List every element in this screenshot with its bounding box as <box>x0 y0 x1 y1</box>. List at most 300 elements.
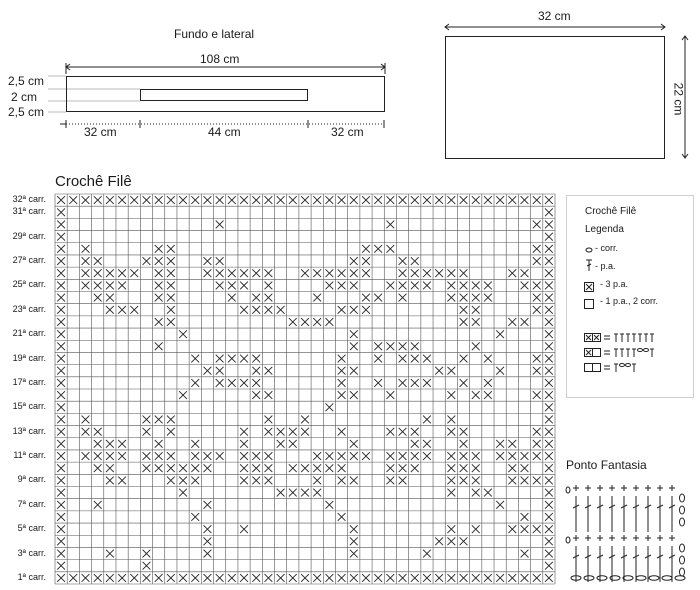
filled-block <box>130 574 138 582</box>
filled-block <box>82 245 90 253</box>
filled-block <box>521 452 529 460</box>
filled-block <box>118 282 126 290</box>
filled-block <box>191 379 199 387</box>
filled-block <box>508 464 516 472</box>
filled-block <box>374 196 382 204</box>
legend-item-corr: - corr. <box>595 243 619 253</box>
filled-block <box>130 269 138 277</box>
filled-block <box>545 196 553 204</box>
filled-block <box>508 196 516 204</box>
filled-block <box>545 403 553 411</box>
row-label: 7ª carr. <box>17 498 46 509</box>
filled-block <box>240 196 248 204</box>
filled-block <box>301 464 309 472</box>
filled-block <box>435 367 443 375</box>
filled-block <box>57 403 65 411</box>
filled-block <box>350 452 358 460</box>
filled-block <box>57 294 65 302</box>
filled-block <box>338 464 346 472</box>
filled-block <box>155 318 163 326</box>
filled-block <box>460 537 468 545</box>
filled-block <box>313 294 321 302</box>
filled-block <box>350 440 358 448</box>
filled-block <box>143 452 151 460</box>
filled-block <box>143 257 151 265</box>
filled-block <box>423 416 431 424</box>
filled-block <box>338 513 346 521</box>
filled-block <box>399 477 407 485</box>
filled-block <box>496 330 504 338</box>
filled-block <box>325 403 333 411</box>
legend-title: Crochê Filê <box>585 206 637 217</box>
filled-block <box>155 269 163 277</box>
filled-block <box>521 269 529 277</box>
filled-block <box>82 269 90 277</box>
filled-block <box>386 342 394 350</box>
filled-block <box>179 464 187 472</box>
filled-block <box>484 489 492 497</box>
filled-block <box>533 257 541 265</box>
filled-block <box>57 269 65 277</box>
filled-block <box>460 196 468 204</box>
filled-block <box>350 367 358 375</box>
filled-block <box>106 550 114 558</box>
filled-block <box>325 318 333 326</box>
fundo-segment-2: 44 cm <box>208 125 241 139</box>
filled-block <box>325 452 333 460</box>
row-label: 29ª carr. <box>12 230 46 241</box>
filled-block <box>472 452 480 460</box>
filled-block <box>143 416 151 424</box>
filled-block <box>301 269 309 277</box>
filled-block <box>155 440 163 448</box>
filled-block <box>386 391 394 399</box>
filled-block <box>545 318 553 326</box>
filled-block <box>155 464 163 472</box>
filled-block <box>508 477 516 485</box>
filled-block <box>204 452 212 460</box>
filled-block <box>496 501 504 509</box>
filled-block <box>179 391 187 399</box>
filled-block <box>325 282 333 290</box>
filled-block <box>106 269 114 277</box>
filled-block <box>545 367 553 375</box>
filled-block <box>94 196 102 204</box>
filled-block <box>313 477 321 485</box>
filled-block <box>447 452 455 460</box>
filled-block <box>130 196 138 204</box>
filled-block <box>167 318 175 326</box>
filled-block <box>447 367 455 375</box>
filled-block <box>204 257 212 265</box>
filled-block <box>94 294 102 302</box>
filled-block <box>265 282 273 290</box>
filled-block <box>301 416 309 424</box>
filled-block <box>386 574 394 582</box>
filled-block <box>118 574 126 582</box>
filled-block <box>167 574 175 582</box>
panel-width-label: 32 cm <box>538 9 571 23</box>
filled-block <box>545 525 553 533</box>
filled-block <box>106 282 114 290</box>
filled-block <box>447 477 455 485</box>
filled-block <box>191 452 199 460</box>
filled-block <box>130 306 138 314</box>
filled-block <box>411 379 419 387</box>
filled-block <box>350 269 358 277</box>
filled-block <box>57 391 65 399</box>
filled-block <box>94 257 102 265</box>
filled-block <box>533 477 541 485</box>
filled-block <box>191 464 199 472</box>
filled-block <box>143 574 151 582</box>
filled-block <box>460 282 468 290</box>
filled-block <box>240 282 248 290</box>
filled-block <box>252 379 260 387</box>
filled-block <box>447 574 455 582</box>
filled-block <box>57 416 65 424</box>
filled-block <box>472 196 480 204</box>
filled-block <box>106 440 114 448</box>
row-label: 13ª carr. <box>12 425 46 436</box>
filled-block <box>57 452 65 460</box>
filled-block <box>399 294 407 302</box>
filled-block <box>313 464 321 472</box>
filled-block <box>508 525 516 533</box>
filled-block <box>289 318 297 326</box>
filled-block <box>167 452 175 460</box>
filled-block <box>57 562 65 570</box>
filled-block <box>447 428 455 436</box>
filled-block <box>472 318 480 326</box>
row-label: 21ª carr. <box>12 328 46 339</box>
filled-block <box>545 379 553 387</box>
filled-block <box>289 464 297 472</box>
filled-block <box>57 489 65 497</box>
filled-block <box>386 196 394 204</box>
filled-block <box>313 196 321 204</box>
row-label: 17ª carr. <box>12 376 46 387</box>
row-label: 32ª carr. <box>12 194 46 205</box>
filled-block <box>106 477 114 485</box>
filled-block <box>533 221 541 229</box>
filled-block <box>82 257 90 265</box>
filled-block <box>94 440 102 448</box>
filled-block <box>508 440 516 448</box>
filled-block <box>82 282 90 290</box>
filled-block <box>533 245 541 253</box>
filled-block <box>447 282 455 290</box>
filled-block <box>94 282 102 290</box>
filled-block <box>277 428 285 436</box>
filled-block <box>143 428 151 436</box>
filled-block <box>277 306 285 314</box>
filled-block <box>240 306 248 314</box>
filled-block <box>301 574 309 582</box>
filled-block <box>508 574 516 582</box>
filled-block <box>423 379 431 387</box>
filled-block <box>265 428 273 436</box>
filled-block <box>265 391 273 399</box>
filled-block <box>472 477 480 485</box>
filled-block <box>240 428 248 436</box>
filled-block <box>204 501 212 509</box>
filled-block <box>472 282 480 290</box>
filled-block <box>289 489 297 497</box>
row-label: 25ª carr. <box>12 279 46 290</box>
row-label: 23ª carr. <box>12 303 46 314</box>
filled-block <box>252 452 260 460</box>
filled-block <box>533 355 541 363</box>
filled-block <box>472 342 480 350</box>
filled-block <box>423 196 431 204</box>
filled-block <box>277 196 285 204</box>
filled-block <box>533 367 541 375</box>
filled-block <box>545 257 553 265</box>
filled-block <box>106 464 114 472</box>
filled-block <box>325 464 333 472</box>
row-label: 27ª carr. <box>12 255 46 266</box>
filled-block <box>338 196 346 204</box>
row-label: 3ª carr. <box>17 547 46 558</box>
filled-block <box>265 367 273 375</box>
filled-block <box>447 489 455 497</box>
filled-block <box>545 550 553 558</box>
panel-height-label: 22 cm <box>671 82 686 116</box>
filled-block <box>484 196 492 204</box>
filled-block <box>423 282 431 290</box>
filled-block <box>374 379 382 387</box>
filled-block <box>374 342 382 350</box>
filled-block <box>69 574 77 582</box>
filled-block <box>191 196 199 204</box>
filled-block <box>447 269 455 277</box>
filled-block <box>399 428 407 436</box>
filled-block <box>94 428 102 436</box>
filled-block <box>545 416 553 424</box>
filled-block <box>216 269 224 277</box>
legend-item-pa: - p.a. <box>595 261 616 271</box>
legend-item-3pa: - 3 p.a. <box>600 279 629 289</box>
filled-block <box>545 330 553 338</box>
filled-block <box>411 282 419 290</box>
filled-block <box>313 318 321 326</box>
filled-block <box>399 452 407 460</box>
filled-block <box>216 379 224 387</box>
filled-block <box>545 221 553 229</box>
filled-block <box>533 428 541 436</box>
filled-block <box>289 196 297 204</box>
filled-block <box>447 537 455 545</box>
filled-block <box>362 245 370 253</box>
filled-block <box>533 452 541 460</box>
filled-block <box>265 306 273 314</box>
filled-block <box>496 367 504 375</box>
filled-block <box>325 196 333 204</box>
fundo-height-1: 2,5 cm <box>8 74 45 88</box>
filled-block <box>472 306 480 314</box>
filled-block <box>252 477 260 485</box>
filled-block <box>240 379 248 387</box>
filled-block <box>106 294 114 302</box>
filled-block <box>545 306 553 314</box>
filled-block <box>508 269 516 277</box>
filled-block <box>399 196 407 204</box>
legend-subtitle: Legenda <box>585 224 624 235</box>
filled-block <box>240 355 248 363</box>
fundo-segment-3: 32 cm <box>331 125 364 139</box>
filled-block <box>228 282 236 290</box>
filled-block <box>472 525 480 533</box>
filled-block <box>57 306 65 314</box>
filled-block <box>460 318 468 326</box>
filled-block <box>386 477 394 485</box>
filled-block <box>545 245 553 253</box>
filled-block <box>265 294 273 302</box>
filled-block <box>545 489 553 497</box>
filled-block <box>57 196 65 204</box>
filled-block <box>484 574 492 582</box>
filled-block <box>484 282 492 290</box>
filled-block <box>350 330 358 338</box>
filled-block <box>399 257 407 265</box>
filled-block <box>82 428 90 436</box>
row-label: 9ª carr. <box>17 474 46 485</box>
filled-block <box>362 269 370 277</box>
row-label: 1ª carr. <box>17 571 46 582</box>
filled-block <box>496 574 504 582</box>
filled-block <box>204 525 212 533</box>
filled-block <box>57 245 65 253</box>
filled-block <box>496 440 504 448</box>
filled-block <box>325 574 333 582</box>
filled-block <box>57 464 65 472</box>
filled-block <box>228 379 236 387</box>
filled-block <box>447 294 455 302</box>
filled-block <box>265 464 273 472</box>
filled-block <box>167 294 175 302</box>
filled-block <box>204 196 212 204</box>
filled-block <box>240 269 248 277</box>
filled-block <box>472 464 480 472</box>
filled-block <box>265 574 273 582</box>
filled-block <box>252 306 260 314</box>
filled-block <box>57 440 65 448</box>
row-label: 15ª carr. <box>12 401 46 412</box>
filled-block <box>155 574 163 582</box>
filled-block <box>216 574 224 582</box>
filled-block <box>143 464 151 472</box>
filled-block <box>484 379 492 387</box>
filled-block <box>57 525 65 533</box>
filled-block <box>423 269 431 277</box>
filled-block <box>167 245 175 253</box>
filled-block-icon <box>584 279 594 297</box>
filled-block <box>411 440 419 448</box>
filled-block <box>216 452 224 460</box>
fantasia-stitch-row <box>566 485 685 532</box>
fantasia-stitch-diagram <box>560 478 695 586</box>
filled-block <box>265 196 273 204</box>
filled-block <box>313 574 321 582</box>
filled-block <box>301 196 309 204</box>
filled-block <box>386 221 394 229</box>
filled-block <box>69 196 77 204</box>
filled-block <box>545 513 553 521</box>
filled-block <box>313 452 321 460</box>
filled-block <box>155 416 163 424</box>
filled-block <box>545 391 553 399</box>
filled-block <box>167 306 175 314</box>
filled-block <box>411 355 419 363</box>
filled-block <box>179 477 187 485</box>
filled-block <box>484 355 492 363</box>
filled-block <box>362 196 370 204</box>
filled-block <box>411 257 419 265</box>
filled-block <box>545 269 553 277</box>
filled-block <box>191 440 199 448</box>
filled-block <box>545 294 553 302</box>
filled-block <box>301 428 309 436</box>
filled-block <box>411 464 419 472</box>
filled-block <box>374 294 382 302</box>
row-label: 11ª carr. <box>13 450 46 461</box>
filled-block <box>240 525 248 533</box>
filled-block <box>228 574 236 582</box>
filled-block <box>472 294 480 302</box>
filled-block <box>265 477 273 485</box>
filled-block <box>350 550 358 558</box>
fantasia-title: Ponto Fantasia <box>566 458 647 472</box>
filled-block <box>484 294 492 302</box>
filled-block <box>118 452 126 460</box>
filled-block <box>521 574 529 582</box>
fundo-inner-rect <box>140 89 308 101</box>
filled-block <box>533 282 541 290</box>
filled-block <box>338 574 346 582</box>
filled-block <box>545 440 553 448</box>
filled-block <box>155 245 163 253</box>
filled-block <box>106 574 114 582</box>
filled-block <box>301 318 309 326</box>
filled-block <box>447 525 455 533</box>
filled-block <box>57 477 65 485</box>
filled-block <box>545 355 553 363</box>
filled-block <box>350 391 358 399</box>
filled-block <box>106 196 114 204</box>
filled-block <box>216 196 224 204</box>
filled-block <box>143 562 151 570</box>
filled-block <box>313 489 321 497</box>
filled-block <box>460 306 468 314</box>
filled-block <box>521 550 529 558</box>
filled-block <box>155 342 163 350</box>
filled-block <box>350 525 358 533</box>
filled-block <box>423 452 431 460</box>
filled-block <box>338 269 346 277</box>
filled-block <box>57 318 65 326</box>
filled-block <box>496 196 504 204</box>
filled-block <box>435 269 443 277</box>
filled-block <box>167 477 175 485</box>
filled-block <box>338 379 346 387</box>
filled-block <box>399 269 407 277</box>
filled-block <box>533 306 541 314</box>
filled-block <box>265 452 273 460</box>
filled-block <box>167 416 175 424</box>
filled-block <box>399 355 407 363</box>
filled-block <box>447 196 455 204</box>
